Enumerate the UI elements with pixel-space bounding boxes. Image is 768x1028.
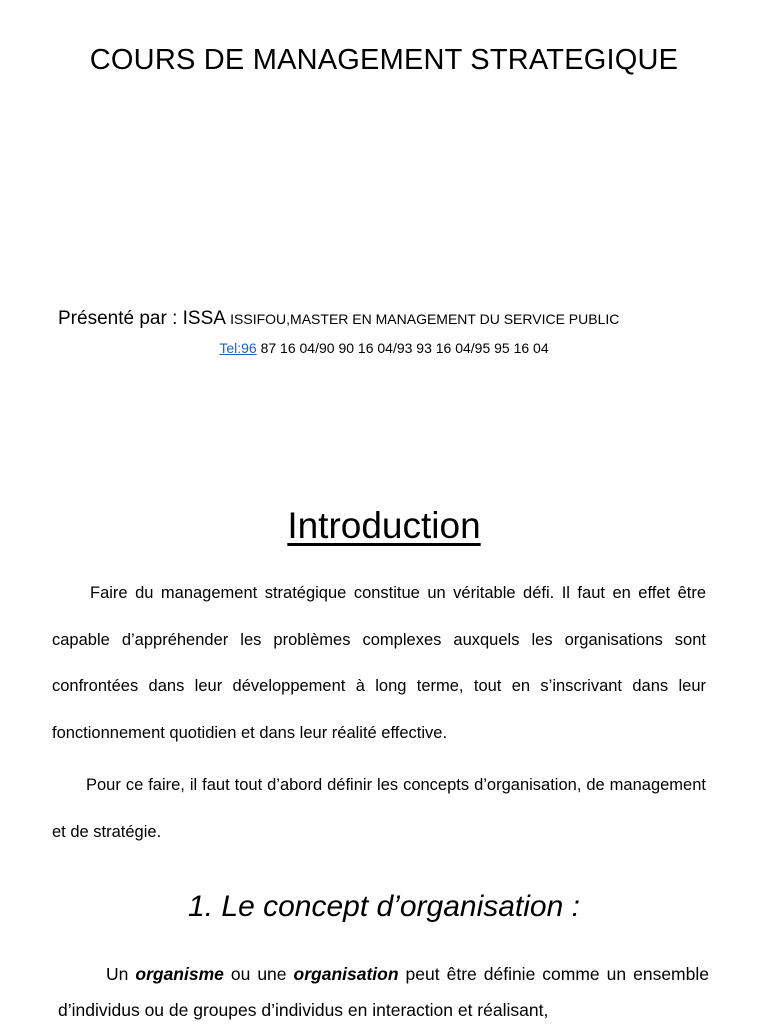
paragraph-mid: ou une — [230, 964, 287, 984]
section-paragraph-organisation — [58, 956, 709, 1028]
section-heading-organisation: 1. Le concept d’organisation : — [188, 890, 580, 923]
introduction-paragraph-1: Faire du management stratégique constitue un véritable défi. Il faut en effet être capable d’appréhender les problèmes complexes auxquels les organisations sont confrontées dans leur développement à long terme, tout en s’inscrivant dans leur fonctionnement quotidien et dans leur réalité effective. — [52, 584, 706, 742]
presenter-details: ISSIFOU,MASTER EN MANAGEMENT DU SERVICE PUBLIC — [230, 311, 620, 327]
paragraph-start: Un — [106, 964, 129, 984]
presenter-prefix: Présenté par : ISSA — [58, 308, 225, 329]
introduction-paragraph-2: Pour ce faire, il faut tout d’abord définir les concepts d’organisation, de management et de stratégie. — [52, 776, 706, 841]
term-organisme: organisme — [135, 964, 224, 984]
introduction-heading: Introduction — [287, 505, 481, 546]
paragraph-rest: peut être définie comme un ensemble d’individus ou de groupes d’individus en interaction et réalisant, — [58, 964, 709, 1020]
document-title: COURS DE MANAGEMENT STRATEGIQUE — [89, 44, 679, 76]
phone-link[interactable]: Tel:96 — [219, 340, 257, 356]
phone-numbers: 87 16 04/90 90 16 04/93 93 16 04/95 95 16 04 — [260, 340, 549, 356]
phone-line — [0, 340, 768, 356]
presenter-line — [58, 308, 619, 330]
term-organisation: organisation — [293, 964, 399, 984]
